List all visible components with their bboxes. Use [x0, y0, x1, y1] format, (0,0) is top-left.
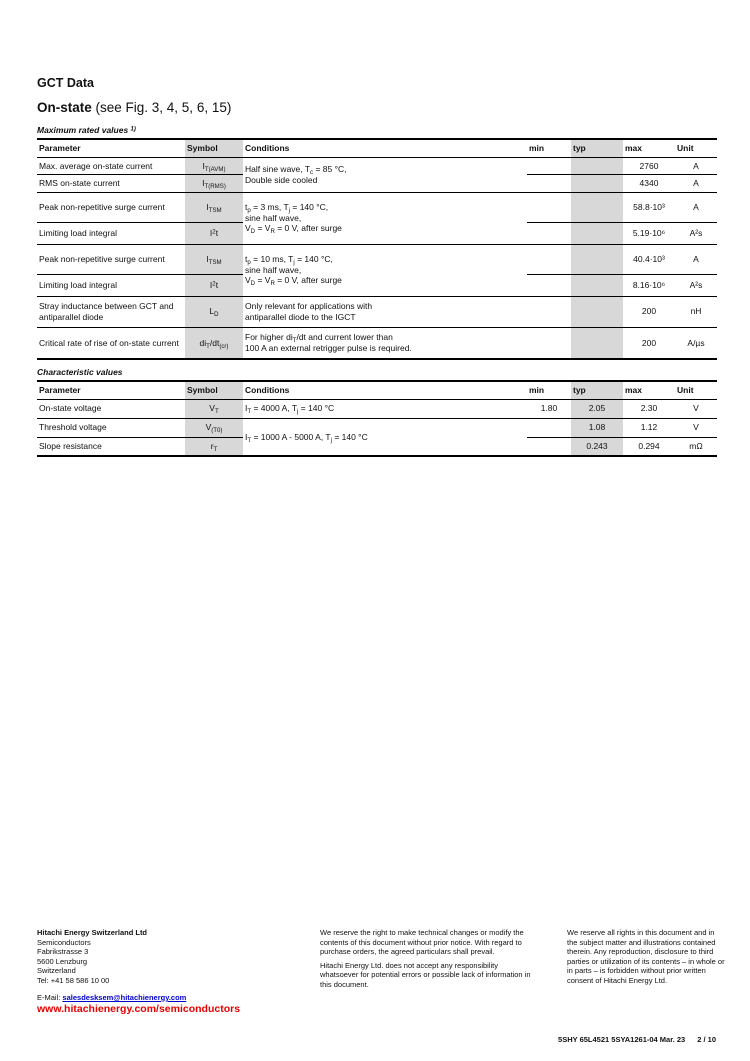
- typ-cell: [571, 222, 623, 244]
- column-header-typ: typ: [571, 381, 623, 399]
- min-cell: [527, 175, 571, 193]
- typ-cell: [571, 175, 623, 193]
- min-cell: [527, 296, 571, 327]
- unit-cell: mΩ: [675, 437, 717, 456]
- unit-cell: nH: [675, 296, 717, 327]
- symbol-cell: $I_{T(AVM)}$: [185, 157, 243, 175]
- section-title-bold: On-state: [37, 100, 92, 115]
- section-title-note: (see Fig. 3, 4, 5, 6, 15): [91, 100, 232, 115]
- symbol-cell: $I^2t$: [185, 222, 243, 244]
- max-cell: 58.8·10³: [623, 192, 675, 222]
- email-line: [37, 993, 317, 1003]
- max-cell: 200: [623, 296, 675, 327]
- column-header-symbol: Symbol: [185, 381, 243, 399]
- column-header-max: max: [623, 381, 675, 399]
- max-cell: 40.4·10³: [623, 244, 675, 274]
- parameter-cell: Peak non-repetitive surge current: [37, 192, 185, 222]
- conditions-cell: $t_p = 10$ ms, $T_j = 140$ °C, sine half wave, $V_D = V_R = 0$ V, after surge: [243, 244, 527, 296]
- max-cell: 5.19·10⁶: [623, 222, 675, 244]
- max-cell: 4340: [623, 175, 675, 193]
- email-label: E-Mail:: [37, 993, 63, 1002]
- min-cell: [527, 192, 571, 222]
- document-id: 5SHY 65L4521 5SYA1261-04 Mar. 23: [558, 1035, 686, 1044]
- max-cell: 0.294: [623, 437, 675, 456]
- unit-cell: A²s: [675, 274, 717, 296]
- column-header-unit: Unit: [675, 381, 717, 399]
- symbol-cell: $r_T$: [185, 437, 243, 456]
- company-division: Semiconductors: [37, 937, 91, 947]
- parameter-cell: Critical rate of rise of on-state current: [37, 327, 185, 359]
- parameter-cell: Limiting load integral: [37, 222, 185, 244]
- table-row: [37, 296, 717, 327]
- min-cell: [527, 222, 571, 244]
- conditions-cell: $I_T = 4000$ A, $T_j = 140$ °C: [243, 399, 527, 418]
- column-header-unit: Unit: [675, 139, 717, 157]
- document-id-line: [558, 1035, 716, 1044]
- table-row: [37, 327, 717, 359]
- unit-cell: V: [675, 418, 717, 437]
- symbol-cell: $I_{TSM}$: [185, 192, 243, 222]
- disclaimer-text: Hitachi Energy Ltd. does not accept any responsibility whatsoever for potential errors or possible lack of information in this document.: [320, 960, 531, 989]
- company-country: Switzerland: [37, 966, 76, 975]
- unit-cell: A: [675, 192, 717, 222]
- min-cell: [527, 274, 571, 296]
- symbol-cell: $I_{T(RMS)}$: [185, 175, 243, 193]
- min-cell: [527, 418, 571, 437]
- column-header-min: min: [527, 139, 571, 157]
- company-phone: Tel: +41 58 586 10 00: [37, 975, 110, 985]
- column-header-parameter: Parameter: [37, 139, 185, 157]
- column-header-symbol: Symbol: [185, 139, 243, 157]
- table-header-row: [37, 381, 717, 399]
- unit-cell: A²s: [675, 222, 717, 244]
- typ-cell: 1.08: [571, 418, 623, 437]
- page-number: 2 / 10: [697, 1035, 716, 1044]
- footer-rights-block: [567, 928, 725, 985]
- company-street: Fabrikstrasse 3: [37, 947, 89, 956]
- parameter-cell: On-state voltage: [37, 399, 185, 418]
- rights-text: We reserve all rights in this document and in the subject matter and illustrations contained therein. Any reproduction, disclosure to third parties or utilization of its contents – in whole or in parts – is forbidden without prior written consent of Hitachi Energy Ltd.: [567, 928, 725, 985]
- column-header-max: max: [623, 139, 675, 157]
- min-cell: [527, 244, 571, 274]
- footer-company-block: [37, 928, 317, 1014]
- max-cell: 1.12: [623, 418, 675, 437]
- min-cell: [527, 437, 571, 456]
- symbol-cell: $V_T$: [185, 399, 243, 418]
- conditions-cell: $I_T = 1000$ A - 5000 A, $T_j = 140$ °C: [243, 418, 527, 456]
- conditions-cell: For higher $di_T/dt$ and current lower than 100 A an external retrigger pulse is required.: [243, 327, 527, 359]
- table-row: [37, 244, 717, 274]
- max-cell: 2.30: [623, 399, 675, 418]
- parameter-cell: RMS on-state current: [37, 175, 185, 193]
- typ-cell: [571, 274, 623, 296]
- table-row: [37, 399, 717, 418]
- typ-cell: 2.05: [571, 399, 623, 418]
- website-link[interactable]: www.hitachienergy.com/semiconductors: [37, 1002, 241, 1015]
- max-ratings-caption: Maximum rated values $^{1)}$: [37, 125, 136, 135]
- symbol-cell: $V_{(T0)}$: [185, 418, 243, 437]
- min-cell: [527, 327, 571, 359]
- parameter-cell: Slope resistance: [37, 437, 185, 456]
- email-link[interactable]: salesdesksem@hitachienergy.com: [62, 993, 187, 1002]
- unit-cell: A: [675, 175, 717, 193]
- column-header-conditions: Conditions: [243, 139, 527, 157]
- max-cell: 200: [623, 327, 675, 359]
- column-header-parameter: Parameter: [37, 381, 185, 399]
- footer-disclaimer-block: [320, 928, 532, 989]
- table-header-row: [37, 139, 717, 157]
- column-header-conditions: Conditions: [243, 381, 527, 399]
- typ-cell: [571, 157, 623, 175]
- symbol-cell: $L_D$: [185, 296, 243, 327]
- typ-cell: 0.243: [571, 437, 623, 456]
- section-title: [37, 100, 717, 115]
- unit-cell: V: [675, 399, 717, 418]
- symbol-cell: $I^2t$: [185, 274, 243, 296]
- parameter-cell: Max. average on-state current: [37, 157, 185, 175]
- table-row: [37, 192, 717, 222]
- conditions-cell: Half sine wave, $T_c = 85$ °C, Double side cooled: [243, 157, 527, 192]
- typ-cell: [571, 192, 623, 222]
- max-cell: 8.16·10⁶: [623, 274, 675, 296]
- parameter-cell: Stray inductance between GCT and antiparallel diode: [37, 296, 185, 327]
- min-cell: [527, 157, 571, 175]
- unit-cell: A: [675, 244, 717, 274]
- max-ratings-table: [37, 138, 717, 360]
- table-row: [37, 157, 717, 175]
- symbol-cell: $di_T/dt_{(cr)}$: [185, 327, 243, 359]
- conditions-cell: Only relevant for applications with antiparallel diode to the IGCT: [243, 296, 527, 327]
- footnote-marker: 1): [130, 126, 136, 133]
- table-row: [37, 418, 717, 437]
- symbol-cell: $I_{TSM}$: [185, 244, 243, 274]
- conditions-cell: $t_p = 3$ ms, $T_j = 140$ °C, sine half wave, $V_D = V_R = 0$ V, after surge: [243, 192, 527, 244]
- column-header-min: min: [527, 381, 571, 399]
- max-cell: 2760: [623, 157, 675, 175]
- unit-cell: A/µs: [675, 327, 717, 359]
- disclaimer-text: We reserve the right to make technical changes or modify the contents of this document without prior notice. With regard to purchase orders, the agreed particulars shall prevail.: [320, 928, 524, 956]
- typ-cell: [571, 327, 623, 359]
- typ-cell: [571, 296, 623, 327]
- min-cell: 1.80: [527, 399, 571, 418]
- company-city: 5600 Lenzburg: [37, 956, 88, 966]
- typ-cell: [571, 244, 623, 274]
- characteristic-values-caption: Characteristic values: [37, 367, 123, 377]
- parameter-cell: Threshold voltage: [37, 418, 185, 437]
- page-content: [37, 76, 717, 457]
- parameter-cell: Limiting load integral: [37, 274, 185, 296]
- characteristic-values-table: [37, 380, 717, 457]
- parameter-cell: Peak non-repetitive surge current: [37, 244, 185, 274]
- company-name: Hitachi Energy Switzerland Ltd: [37, 928, 148, 937]
- page-title: GCT Data: [37, 76, 94, 90]
- column-header-typ: typ: [571, 139, 623, 157]
- unit-cell: A: [675, 157, 717, 175]
